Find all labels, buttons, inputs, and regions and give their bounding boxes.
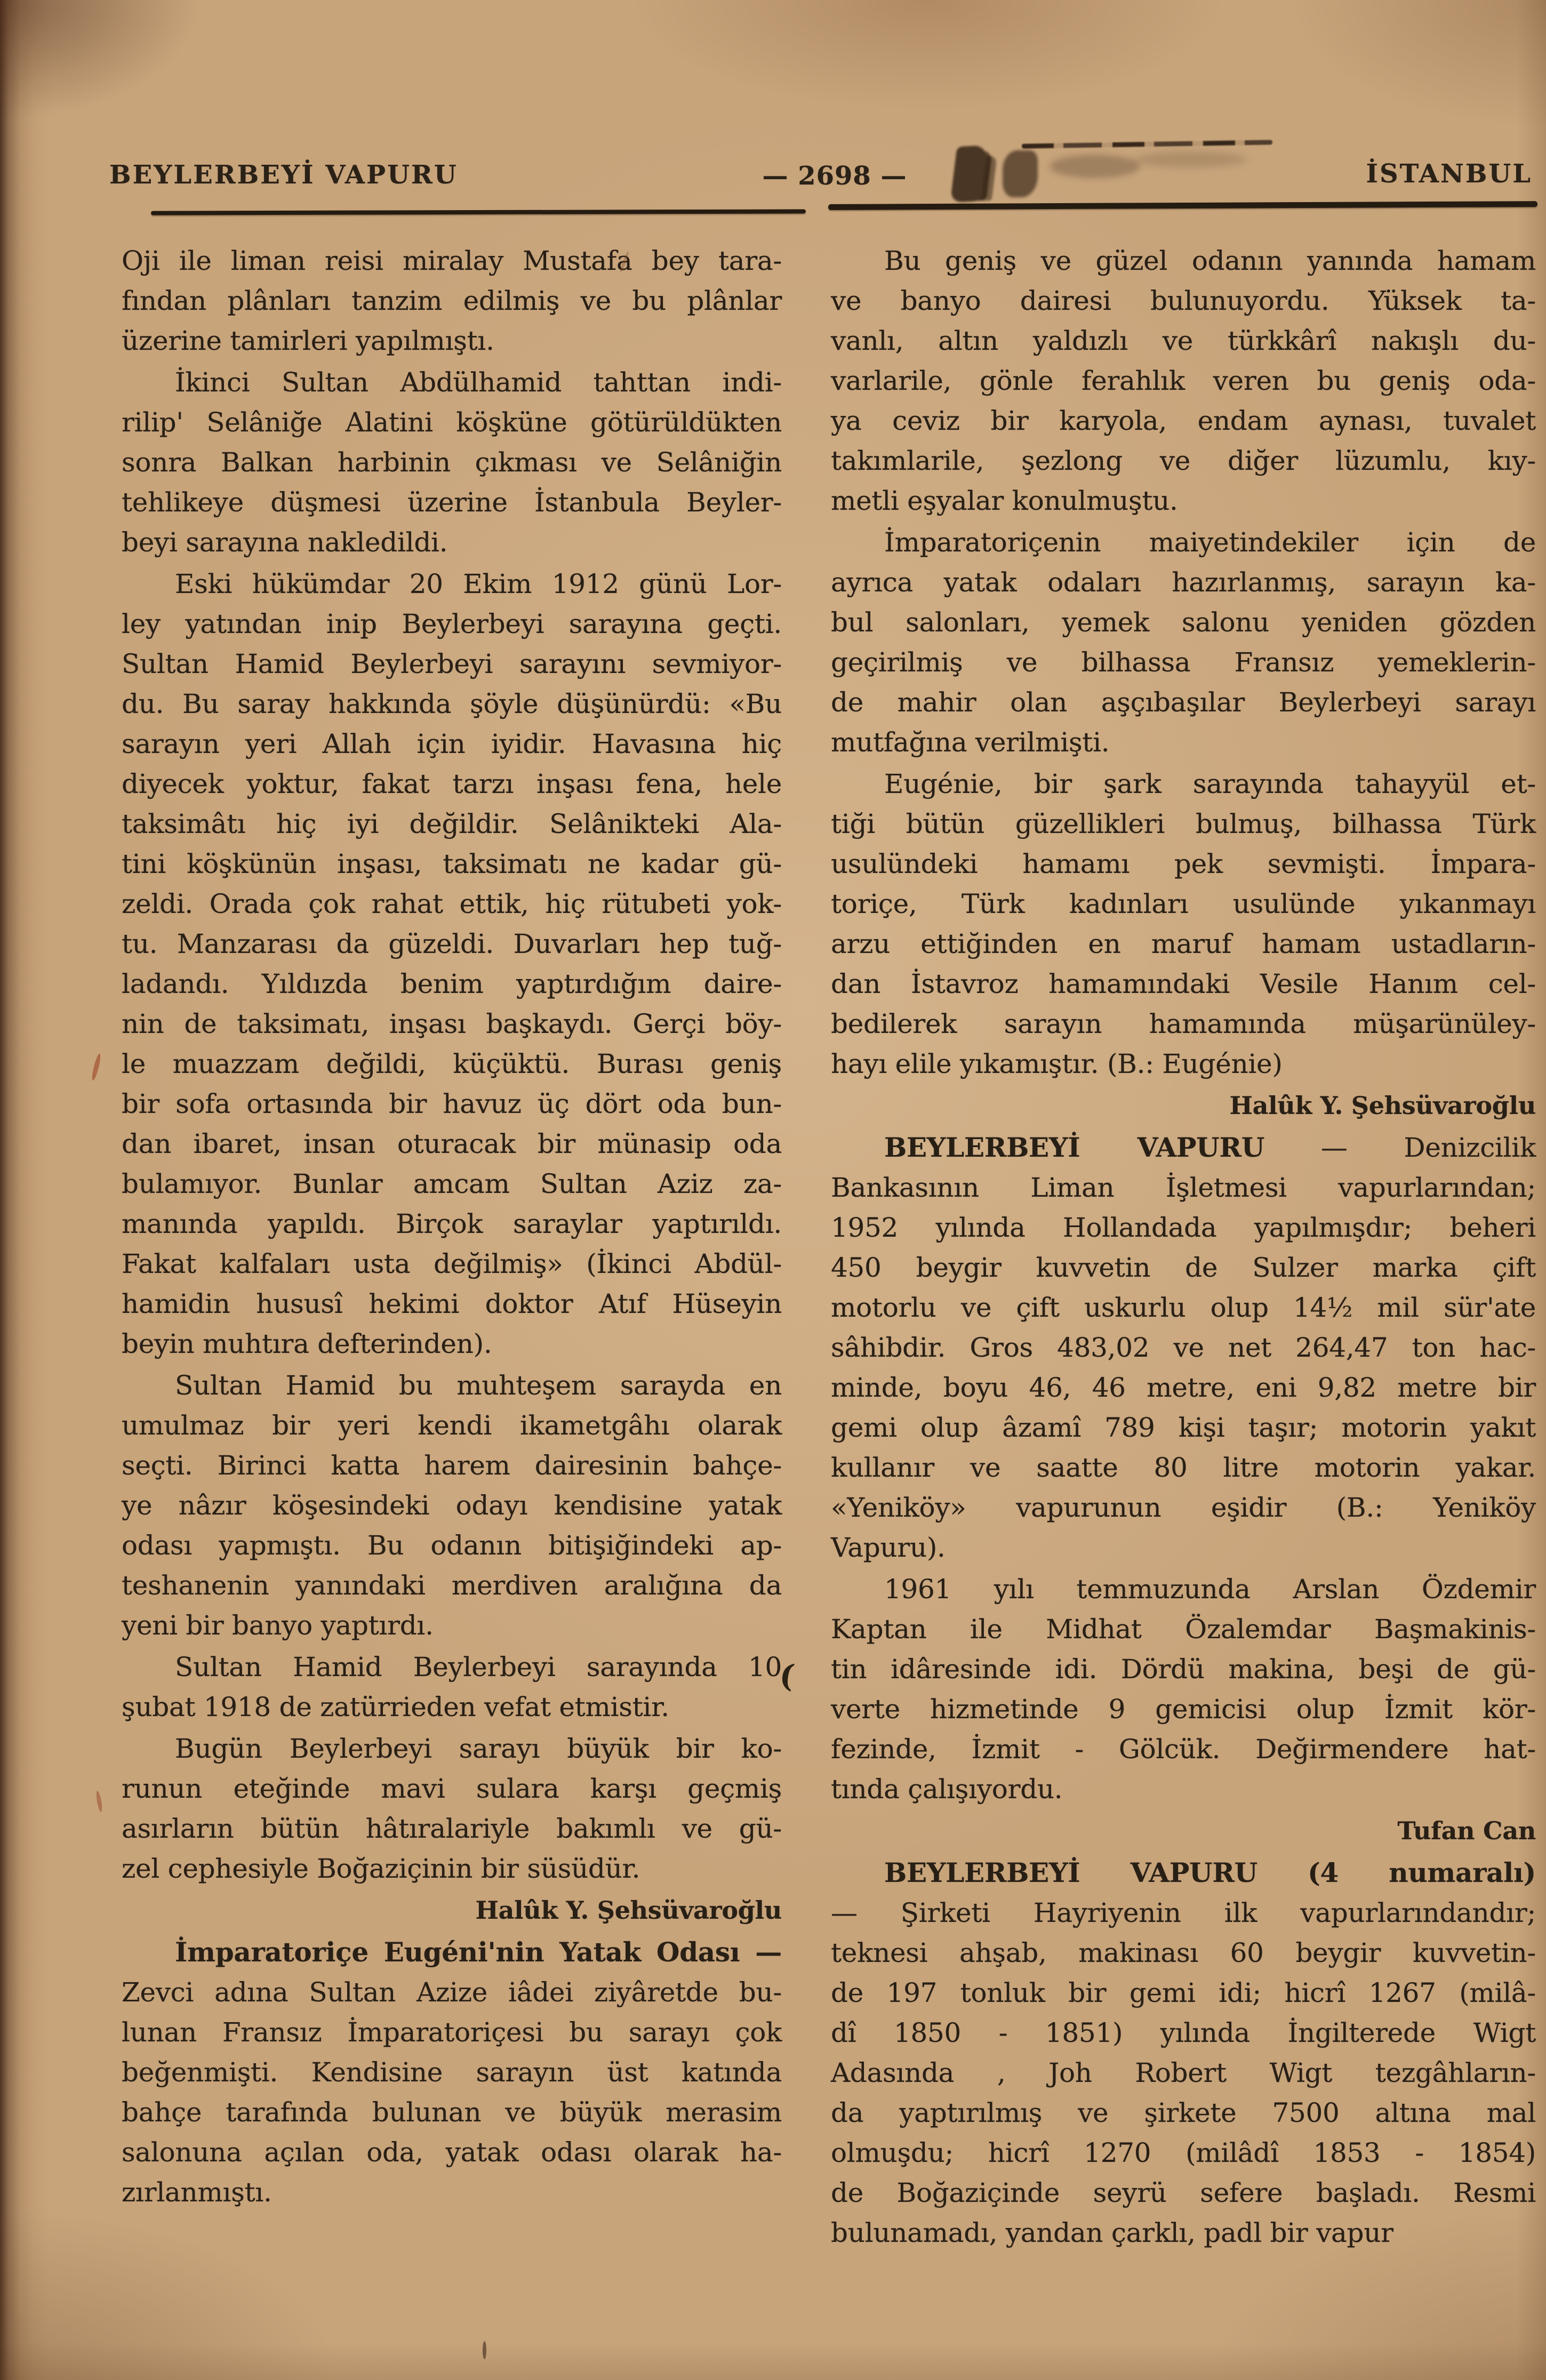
ink-blob	[1050, 155, 1140, 178]
text-line: gemi olup âzamî 789 kişi taşır; motorin yakıt	[831, 1412, 1536, 1443]
text-line: fından plânları tanzim edilmiş ve bu plânlar	[122, 285, 782, 316]
text-line: üzerine tamirleri yapılmıştı.	[122, 325, 494, 356]
text-line: Bugün Beylerbeyi sarayı büyük bir ko-	[175, 1733, 782, 1764]
text-line: Oji ile liman reisi miralay Mustafa bey tara-	[122, 245, 782, 276]
text-line: sarayın yeri Allah için iyidir. Havasına hiç	[122, 728, 782, 759]
header-rule-left	[151, 209, 806, 215]
text-line: beyi sarayına nakledildi.	[122, 527, 448, 558]
text-line: hayı elile yıkamıştır. (B.: Eugénie)	[831, 1048, 1283, 1079]
text-line: şubat 1918 de zatürrieden vefat etmistir.	[122, 1692, 669, 1722]
text-line: Eugénie, bir şark sarayında tahayyül et-	[884, 768, 1536, 799]
text-line: odası yapmıştı. Bu odanın bitişiğindeki ap-	[122, 1530, 782, 1561]
page-number: — 2698 —	[762, 161, 907, 191]
text-line: Sultan Hamid Beylerbeyi sarayını sevmiyor-	[122, 648, 782, 679]
text-line: İmparatoriçe Eugéni'nin Yatak Odası —	[175, 1936, 782, 1968]
paragraph	[122, 363, 782, 563]
text-line: usulündeki hamamı pek sevmişti. İmpara-	[831, 848, 1536, 879]
text-line: tehlikeye düşmesi üzerine İstanbula Beyler-	[122, 487, 782, 518]
text-line: du. Bu saray hakkında şöyle düşünürdü: «Bu	[122, 688, 782, 719]
text-line: beğenmişti. Kendisine sarayın üst katında	[122, 2057, 782, 2088]
text-line: takımlarile, şezlong ve diğer lüzumlu, kıy-	[831, 445, 1536, 476]
text-line: Eski hükümdar 20 Ekim 1912 günü Lor-	[175, 568, 782, 599]
text-line: seçti. Birinci katta harem dairesinin bahçe-	[122, 1450, 782, 1481]
text-line: beyin muhtıra defterinden).	[122, 1328, 492, 1359]
ink-blob	[1135, 151, 1247, 167]
text-line: motorlu ve çift uskurlu olup 14½ mil sür'ate	[831, 1292, 1536, 1323]
text-line: Fakat kalfaları usta değilmiş» (İkinci Abdül-	[122, 1248, 782, 1279]
text-line: Sultan Hamid Beylerbeyi sarayında 10	[175, 1652, 782, 1682]
text-line: zeldi. Orada çok rahat ettik, hiç rütubeti yok-	[122, 888, 782, 919]
text-line: ladandı. Yıldızda benim yaptırdığım daire-	[122, 968, 782, 999]
text-line: teshanenin yanındaki merdiven aralığına da	[122, 1570, 782, 1601]
paragraph	[122, 1647, 782, 1727]
text-column-right	[831, 241, 1536, 2255]
text-line: Bu geniş ve güzel odanın yanında hamam	[884, 245, 1536, 276]
text-line: tiği bütün güzellikleri bulmuş, bilhassa Türk	[831, 808, 1536, 839]
text-line: de Boğaziçinde seyrü sefere başladı. Resmi	[831, 2177, 1536, 2208]
text-line: bulunamadı, yandan çarklı, padl bir vapur	[831, 2217, 1393, 2248]
paper-speck	[483, 2341, 486, 2359]
text-line: bahçe tarafında bulunan ve büyük merasim	[122, 2097, 782, 2128]
text-line: zel cephesiyle Boğaziçinin bir süsüdür.	[122, 1853, 640, 1884]
text-column-left	[122, 241, 782, 2214]
text-line: bul salonları, yemek salonu yeniden gözden	[831, 607, 1536, 638]
paragraph	[122, 241, 782, 361]
text-line: bulamıyor. Bunlar amcam Sultan Aziz za-	[122, 1168, 782, 1199]
text-line: tında çalışıyordu.	[831, 1774, 1063, 1805]
stray-ink-mark: (	[777, 1656, 797, 1695]
text-line: tin idâresinde idi. Dördü makina, beşi de gü-	[831, 1654, 1536, 1685]
ink-smudge-stamp	[954, 127, 1284, 202]
text-line: ley yatından inip Beylerbeyi sarayına geçti.	[122, 608, 782, 639]
text-line: «Yeniköy» vapurunun eşidir (B.: Yeniköy	[831, 1492, 1536, 1523]
text-line: tini köşkünün inşası, taksimatı ne kadar gü-	[122, 848, 782, 879]
text-line: Tufan Can	[1397, 1816, 1536, 1845]
paragraph	[122, 1729, 782, 1889]
text-line: de mahir olan aşçıbaşılar Beylerbeyi sarayı	[831, 687, 1536, 718]
text-line: Sultan Hamid bu muhteşem sarayda en	[175, 1370, 782, 1401]
text-line: İkinci Sultan Abdülhamid tahttan indi-	[175, 367, 782, 398]
text-line: nin de taksimatı, inşası başkaydı. Gerçi böy-	[122, 1008, 782, 1039]
header-rule-right	[828, 201, 1537, 210]
text-line: metli eşyalar konulmuştu.	[831, 485, 1178, 516]
text-line: le muazzam değildi, küçüktü. Burası geniş	[122, 1048, 782, 1079]
author-signature	[831, 1086, 1536, 1126]
text-line: salonuna açılan oda, yatak odası olarak ha-	[122, 2137, 782, 2168]
text-line: BEYLERBEYİ VAPURU — Denizcilik	[884, 1132, 1536, 1163]
paragraph	[831, 1569, 1536, 1809]
text-line: Kaptan ile Midhat Özalemdar Başmakinis-	[831, 1614, 1536, 1645]
running-head-entry-title: BEYLERBEYİ VAPURU	[109, 160, 458, 190]
text-line: taksimâtı hiç iyi değildir. Selânikteki Ala-	[122, 808, 782, 839]
paragraph	[122, 564, 782, 1364]
text-line: İmparatoriçenin maiyetindekiler için de	[884, 527, 1536, 558]
text-line: yeni bir banyo yaptırdı.	[122, 1610, 434, 1641]
text-line: 450 beygir kuvvetin de Sulzer marka çift	[831, 1252, 1536, 1283]
text-line: minde, boyu 46, 46 metre, eni 9,82 metre bir	[831, 1372, 1536, 1403]
text-line: dî 1850 - 1851) yılında İngilterede Wigt	[831, 2017, 1536, 2048]
author-signature	[831, 1811, 1536, 1851]
text-line: dan İstavroz hamamındaki Vesile Hanım cel-	[831, 968, 1536, 999]
text-line: fezinde, İzmit - Gölcük. Değirmendere hat-	[831, 1734, 1536, 1765]
text-line: runun eteğinde mavi sulara karşı geçmiş	[122, 1773, 782, 1804]
text-line: lunan Fransız İmparatoriçesi bu sarayı çok	[122, 2017, 782, 2048]
text-line: 1952 yılında Hollandada yapılmışdır; beheri	[831, 1212, 1536, 1243]
text-line: sonra Balkan harbinin çıkması ve Selâniğin	[122, 447, 782, 478]
text-line: Halûk Y. Şehsüvaroğlu	[1229, 1091, 1536, 1120]
text-line: ye nâzır köşesindeki odayı kendisine yatak	[122, 1490, 782, 1521]
paragraph	[831, 764, 1536, 1084]
text-line: rilip' Selâniğe Alatini köşküne götürüldükten	[122, 407, 782, 438]
text-line: Adasında , Joh Robert Wigt tezgâhların-	[831, 2057, 1536, 2088]
text-line: varlarile, gönle ferahlık veren bu geniş oda-	[831, 365, 1536, 396]
text-line: bedilerek sarayın hamamında müşarünüley-	[831, 1008, 1536, 1039]
paragraph	[831, 1127, 1536, 1568]
text-line: manında yapıldı. Birçok saraylar yaptırıldı.	[122, 1208, 782, 1239]
text-line: olmuşdu; hicrî 1270 (milâdî 1853 - 1854)	[831, 2137, 1536, 2168]
text-line: 1961 yılı temmuzunda Arslan Özdemir	[884, 1574, 1536, 1605]
text-line: geçirilmiş ve bilhassa Fransız yemeklerin-	[831, 647, 1536, 678]
text-line: sâhibdir. Gros 483,02 ve net 264,47 ton hac-	[831, 1332, 1536, 1363]
text-line: Bankasının Liman İşletmesi vapurlarından;	[831, 1172, 1536, 1203]
text-line: verte hizmetinde 9 gemicisi olup İzmit kör-	[831, 1694, 1536, 1725]
paragraph	[122, 1932, 782, 2213]
text-line: diyecek yoktur, fakat tarzı inşası fena, hele	[122, 768, 782, 799]
text-line: Halûk Y. Şehsüvaroğlu	[475, 1896, 782, 1925]
text-line: teknesi ahşab, makinası 60 beygir kuvvetin-	[831, 1937, 1536, 1968]
text-line: umulmaz bir yeri kendi ikametgâhı olarak	[122, 1410, 782, 1441]
text-line: dan ibaret, insan oturacak bir münasip oda	[122, 1128, 782, 1159]
text-line: ve banyo dairesi bulunuyordu. Yüksek ta-	[831, 285, 1536, 316]
ink-streak	[1022, 140, 1272, 148]
paragraph	[122, 1366, 782, 1646]
text-line: zırlanmıştı.	[122, 2177, 272, 2208]
paragraph	[831, 1853, 1536, 2253]
paragraph	[831, 241, 1536, 521]
text-line: arzu ettiğinden en maruf hamam ustadların-	[831, 928, 1536, 959]
running-head-city: İSTANBUL	[1366, 159, 1532, 189]
paragraph	[831, 523, 1536, 763]
text-line: ayrıca yatak odaları hazırlanmış, sarayın ka-	[831, 567, 1536, 598]
text-line: asırların bütün hâtıralariyle bakımlı ve gü-	[122, 1813, 782, 1844]
text-line: da yaptırılmış ve şirkete 7500 altına mal	[831, 2097, 1536, 2128]
text-line: BEYLERBEYİ VAPURU (4 numaralı)	[884, 1857, 1536, 1888]
text-line: Zevci adına Sultan Azize iâdei ziyâretde bu-	[122, 1977, 782, 2008]
text-line: kullanır ve saatte 80 litre motorin yakar.	[831, 1452, 1536, 1483]
author-signature	[122, 1890, 782, 1930]
text-line: tu. Manzarası da güzeldi. Duvarları hep tuğ-	[122, 928, 782, 959]
text-line: toriçe, Türk kadınları usulünde yıkanmayı	[831, 888, 1536, 919]
text-line: Vapuru).	[831, 1532, 946, 1563]
text-line: vanlı, altın yaldızlı ve türkkârî nakışlı du-	[831, 325, 1536, 356]
ink-blob	[1003, 150, 1038, 197]
text-line: mutfağına verilmişti.	[831, 727, 1110, 758]
text-line: ya ceviz bir karyola, endam aynası, tuvalet	[831, 405, 1536, 436]
text-line: bir sofa ortasında bir havuz üç dört oda bun-	[122, 1088, 782, 1119]
text-line: hamidin hususî hekimi doktor Atıf Hüseyin	[122, 1288, 782, 1319]
paper-speck	[95, 1791, 103, 1813]
text-line: — Şirketi Hayriyenin ilk vapurlarındandır;	[831, 1897, 1536, 1928]
paper-speck	[91, 1053, 102, 1081]
ink-blob	[950, 145, 988, 203]
text-line: de 197 tonluk bir gemi idi; hicrî 1267 (milâ-	[831, 1977, 1536, 2008]
